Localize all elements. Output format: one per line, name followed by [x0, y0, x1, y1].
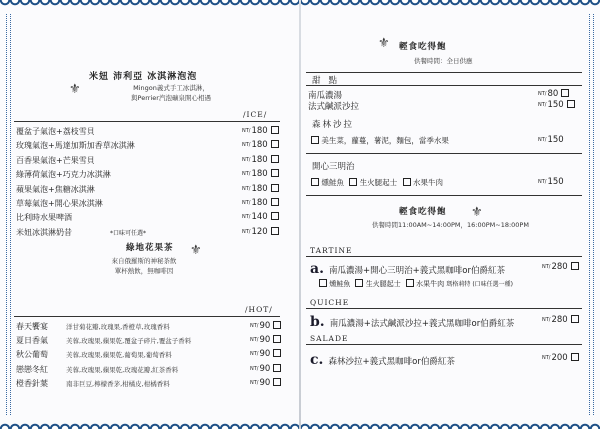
menu-item-name: 法式鹹派沙拉 [308, 102, 360, 112]
price-value: 120 [251, 226, 268, 237]
fleur-ornament-icon: ⚜ [471, 205, 483, 220]
menu-item-price: NT/150 [538, 100, 575, 110]
ice-item-price [242, 169, 279, 179]
option-checkbox[interactable] [311, 136, 319, 144]
salade-main: c. 森林沙拉+義式黑咖啡or伯爵紅茶 [310, 352, 455, 368]
hot-item-name: 戀戀冬紅 [16, 364, 48, 374]
order-checkbox[interactable] [273, 378, 281, 386]
price-value: 180 [251, 140, 268, 151]
menu-item-price: NT/150 [538, 177, 564, 187]
divider [306, 72, 582, 73]
ice-item-name: 玫瑰氣泡+馬達加斯加香草冰淇淋 [16, 141, 135, 151]
menu-item-price: NT/200 [542, 353, 579, 363]
ice-item-name: 蘋果氣泡+焦糖冰淇淋 [16, 184, 95, 194]
menu-item-price: NT/280 [542, 315, 579, 325]
divider [14, 316, 280, 317]
option-checkbox[interactable] [311, 178, 319, 186]
menu-item-price: NT/280 [542, 262, 579, 272]
tartine-label: TARTINE [310, 246, 353, 255]
hot-item-price [250, 335, 281, 345]
tartine-options: 燻鮭魚 生火腿起士 水果牛肉 瑪格莉特 (口味任選一種) [316, 279, 513, 289]
order-checkbox[interactable] [273, 364, 281, 372]
hot-item-name: 春天饗宴 [16, 322, 48, 331]
serving-time-all-day: 供餐時間：全日供應 [414, 57, 473, 65]
tartine-main: a. 南瓜濃湯+開心三明治+義式黑咖啡or伯爵紅茶 [310, 261, 505, 277]
ice-section-label: /ICE/ [243, 110, 268, 119]
hot-item-price [250, 364, 281, 374]
order-checkbox[interactable] [561, 89, 569, 97]
hot-item-desc: 芙蓉,玫瑰果,蘋果乾,葡萄果,葡萄香料 [66, 351, 172, 360]
sandwich-header: 開心三明治 [312, 162, 355, 172]
price-prefix: NT/ [242, 156, 251, 163]
ice-item-price [242, 184, 279, 194]
price-value: 180 [251, 126, 268, 136]
ice-item-name: 覆盆子氣泡+荔枝雪貝 [16, 127, 95, 136]
order-checkbox[interactable] [571, 262, 579, 270]
price-prefix: NT/ [250, 379, 259, 386]
ice-subtitle-1: Mingon義式手工冰淇淋， [133, 84, 209, 92]
menu-item-name: 南瓜濃湯 [308, 91, 343, 101]
ice-item-note: *口味可任選* [110, 229, 147, 237]
dessert-header: 甜點 [312, 76, 346, 86]
order-checkbox[interactable] [273, 335, 281, 343]
option-checkbox[interactable] [319, 279, 327, 287]
menu-item-price: NT/150 [538, 135, 564, 145]
ice-item-price [242, 155, 279, 165]
divider [306, 256, 582, 257]
order-checkbox[interactable] [271, 140, 279, 148]
tea-subtitle-2: 單杯熱飲，無咖啡因 [114, 267, 174, 275]
divider [306, 344, 582, 345]
tea-subtitle-1: 來自俄羅斯的神秘茶飲 [111, 257, 177, 265]
ice-item-price [242, 126, 279, 136]
ice-title: 米妞 沛利亞 冰淇淋泡泡 [89, 72, 198, 82]
order-checkbox[interactable] [567, 100, 575, 108]
order-checkbox[interactable] [571, 315, 579, 323]
ice-item-price [242, 227, 279, 237]
price-value: 90 [259, 377, 271, 388]
salad-header: 森林沙拉 [312, 120, 355, 130]
price-value: 180 [251, 198, 268, 208]
serving-time: 供餐時間11:00AM~14:00PM，16:00PM~18:00PM [372, 221, 529, 229]
price-value: 180 [251, 154, 268, 165]
price-prefix: NT/ [242, 214, 251, 221]
option-checkbox[interactable] [403, 178, 411, 186]
ice-subtitle-2: 與Perrier汽泡礦泉開心相遇 [131, 94, 211, 102]
order-checkbox[interactable] [271, 184, 279, 192]
order-checkbox[interactable] [273, 349, 281, 357]
price-prefix: NT/ [242, 171, 251, 178]
divider [306, 195, 582, 196]
divider [14, 121, 280, 122]
price-value: 90 [259, 335, 271, 346]
price-prefix: NT/ [242, 185, 251, 192]
hot-item-desc: 芙蓉,玫瑰果,蘋果乾,玫瑰花瓣,紅茶香料 [66, 365, 179, 374]
hot-item-desc: 芙蓉,玫瑰果,蘋果乾,覆盆子碎片,覆盆子香料 [66, 337, 192, 346]
left-edge-border [6, 14, 11, 415]
option-checkbox[interactable] [355, 279, 363, 287]
price-value: 140 [251, 212, 268, 223]
price-prefix: NT/ [242, 200, 251, 206]
ice-item-name: 草莓氣泡+開心果冰淇淋 [16, 199, 103, 208]
salad-options: 美生菜，蘿蔓，薯泥，麵包，當季水果 [308, 135, 449, 146]
fleur-ornament-icon: ⚜ [190, 243, 202, 258]
ice-item-price [242, 198, 279, 208]
hot-item-name: 秋公葡萄 [16, 350, 48, 360]
hot-item-desc: 南非巨豆,檸檬香茅,柑橘皮,柑橘香料 [66, 379, 170, 388]
price-prefix: NT/ [250, 323, 259, 329]
left-column [14, 0, 294, 429]
order-checkbox[interactable] [271, 126, 279, 134]
hot-item-price [250, 349, 281, 359]
menu-item-price: NT/80 [538, 89, 569, 99]
order-checkbox[interactable] [571, 353, 579, 361]
price-prefix: NT/ [250, 351, 259, 358]
divider [306, 308, 582, 309]
hot-item-name: 橙香針葉 [16, 378, 48, 388]
ice-item-name: 米妞冰淇淋奶昔 [16, 227, 72, 237]
order-checkbox[interactable] [271, 169, 279, 177]
hot-item-desc: 洋甘菊花瓣,玫瑰果,香橙草,玫瑰香料 [66, 323, 170, 331]
option-checkbox[interactable] [406, 279, 414, 287]
salade-label: SALADE [310, 334, 349, 343]
divider [306, 153, 582, 154]
price-value: 180 [251, 169, 268, 180]
price-prefix: NT/ [242, 128, 251, 134]
price-value: 90 [259, 363, 271, 374]
price-value: 90 [259, 349, 271, 360]
sandwich-options: 燻鮭魚 生火腿起士 水果牛肉 [308, 177, 443, 188]
order-checkbox[interactable] [271, 198, 279, 206]
fleur-ornament-icon: ⚜ [69, 82, 81, 97]
price-prefix: NT/ [242, 228, 251, 235]
divider [306, 85, 582, 86]
hot-item-name: 夏日香氣 [16, 336, 48, 346]
light-meal-title: 輕食吃得飽 [399, 42, 447, 52]
option-checkbox[interactable] [349, 178, 357, 186]
order-checkbox[interactable] [271, 212, 279, 220]
tea-title: 綠地花果茶 [126, 243, 174, 253]
hot-section-label: /HOT/ [245, 305, 273, 314]
order-checkbox[interactable] [271, 155, 279, 163]
ice-item-name: 百香果氣泡+芒果雪貝 [16, 155, 95, 165]
ice-item-price [242, 140, 279, 150]
quiche-label: QUICHE [310, 298, 350, 307]
price-prefix: NT/ [242, 142, 251, 149]
hot-item-price [250, 378, 281, 388]
ice-item-name: 比利時水果啤酒 [16, 213, 72, 223]
center-fold [299, 0, 301, 429]
price-prefix: NT/ [250, 365, 259, 372]
price-value: 90 [259, 321, 271, 331]
order-checkbox[interactable] [273, 321, 281, 329]
price-value: 180 [251, 183, 268, 194]
fleur-ornament-icon: ⚜ [378, 36, 390, 51]
ice-item-name: 綠薄荷氣泡+巧克力冰淇淋 [16, 170, 111, 180]
light-meal-title-2: 輕食吃得飽 [399, 207, 447, 217]
order-checkbox[interactable] [271, 227, 279, 235]
right-column [306, 0, 590, 429]
quiche-main: b. 南瓜濃湯+法式鹹派沙拉+義式黑咖啡or伯爵紅茶 [310, 314, 515, 330]
price-prefix: NT/ [250, 337, 259, 344]
ice-item-price [242, 212, 279, 222]
hot-item-price [250, 321, 281, 331]
